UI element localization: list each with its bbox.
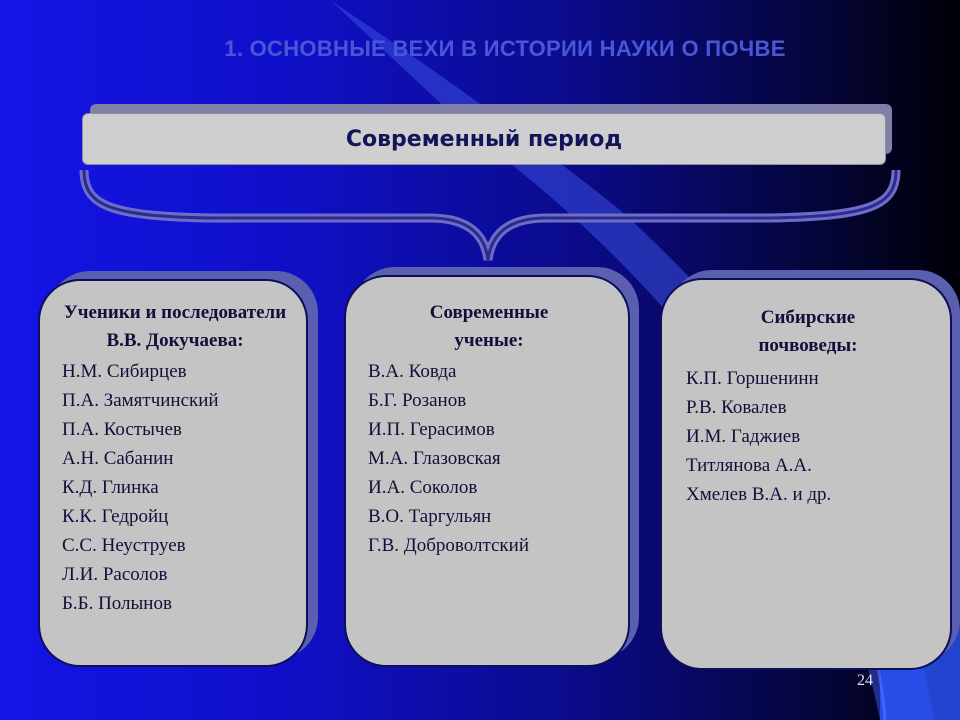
card-modern-scientists (344, 275, 630, 667)
list-item: Б.Г. Розанов (368, 390, 467, 411)
card-heading: Ученики и последователи В.В. Докучаева: (63, 302, 287, 351)
list-item: С.С. Неуструев (62, 535, 186, 556)
list-item: Титлянова А.А. (686, 455, 812, 476)
list-item: А.Н. Сабанин (62, 448, 174, 469)
list-item: Хмелев В.А. и др. (686, 484, 832, 505)
card-siberian-soil-scientists (660, 278, 952, 670)
slide-title: 1. ОСНОВНЫЕ ВЕХИ В ИСТОРИИ НАУКИ О ПОЧВЕ (224, 36, 786, 61)
list-item: Г.В. Доброволтский (368, 535, 529, 556)
list-item: К.Д. Глинка (62, 477, 159, 498)
list-item: М.А. Глазовская (368, 448, 501, 469)
period-banner: Современный период (82, 113, 886, 165)
list-item: И.М. Гаджиев (686, 426, 801, 447)
list-item: Б.Б. Полынов (62, 593, 172, 614)
list-item: В.А. Ковда (368, 361, 457, 382)
card-heading: Сибирские почвоведы: (758, 307, 858, 356)
list-item: П.А. Костычев (62, 419, 182, 440)
page-number: 24 (857, 672, 873, 689)
list-item: Р.В. Ковалев (686, 397, 787, 418)
card-heading: Современные ученые: (429, 302, 549, 351)
list-item: П.А. Замятчинский (62, 390, 219, 411)
curly-brace (70, 166, 910, 266)
card-dokuchaev-students (38, 279, 308, 667)
list-item: К.П. Горшенинн (686, 368, 819, 389)
list-item: И.А. Соколов (368, 477, 478, 498)
list-item: В.О. Таргульян (368, 506, 492, 527)
list-item: Н.М. Сибирцев (62, 361, 187, 382)
list-item: И.П. Герасимов (368, 419, 495, 440)
list-item: К.К. Гедройц (62, 506, 169, 527)
list-item: Л.И. Расолов (62, 564, 168, 585)
